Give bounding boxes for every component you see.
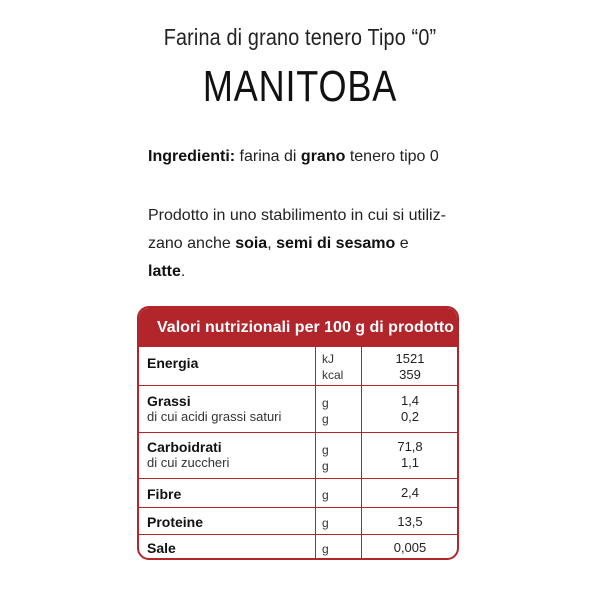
nutrient-name: Energia — [147, 355, 199, 371]
nutrient-unit-2: g — [322, 412, 329, 426]
nutrient-subname: di cui acidi grassi saturi — [147, 409, 282, 424]
nutrient-unit-2: g — [322, 459, 329, 473]
allergen-statement — [148, 202, 448, 286]
nutrient-name: Carboidrati — [147, 439, 222, 455]
table-row-energia — [139, 347, 457, 385]
nutrient-value: 1521 — [395, 351, 425, 366]
ingredients-bold: grano — [300, 148, 346, 165]
nutrient-value-2: 1,1 — [400, 455, 420, 470]
allergen-and: e — [395, 235, 409, 252]
ingredients-part-a: farina di — [235, 148, 301, 165]
nutrient-unit-2: kcal — [322, 368, 344, 382]
nutrition-table-header: Valori nutrizionali per 100 g di prodotto — [139, 308, 457, 347]
nutrient-value: 0,005 — [393, 540, 427, 555]
allergen-dot: . — [180, 263, 186, 280]
allergen-comma: , — [267, 235, 277, 252]
allergen-line-2-start: zano anche — [148, 235, 236, 252]
allergen-soia: soia — [235, 235, 268, 252]
allergen-line-1: Prodotto in uno stabilimento in cui si utiliz- — [148, 207, 446, 224]
nutrient-unit: kJ — [322, 352, 334, 366]
allergen-sesamo: semi di sesamo — [276, 235, 396, 252]
nutrient-subname: di cui zuccheri — [147, 455, 230, 470]
product-title: MANITOBA — [202, 62, 398, 111]
nutrient-value: 13,5 — [397, 514, 423, 529]
table-row-proteine — [139, 507, 457, 534]
ingredients-text — [148, 148, 468, 166]
nutrient-name: Proteine — [147, 514, 204, 530]
nutrient-unit: g — [322, 488, 329, 502]
nutrient-unit: g — [322, 443, 329, 457]
table-row-carboidrati — [139, 432, 457, 478]
allergen-latte: latte — [148, 263, 181, 280]
nutrient-name: Fibre — [147, 486, 182, 502]
table-row-sale — [139, 534, 457, 560]
nutrient-value-2: 359 — [399, 367, 421, 382]
nutrient-unit: g — [322, 516, 329, 530]
nutrition-table — [137, 306, 459, 560]
nutrient-name: Grassi — [147, 393, 191, 409]
ingredients-part-b: tenero tipo 0 — [345, 148, 439, 165]
nutrient-name: Sale — [147, 540, 176, 556]
product-subtitle: Farina di grano tenero Tipo “0” — [163, 24, 437, 50]
ingredients-label: Ingredienti: — [148, 148, 236, 165]
table-row-fibre — [139, 478, 457, 507]
nutrient-value: 71,8 — [397, 439, 423, 454]
table-row-grassi — [139, 385, 457, 432]
nutrient-value: 2,4 — [400, 485, 420, 500]
nutrient-value: 1,4 — [400, 393, 420, 408]
nutrient-unit: g — [322, 542, 329, 556]
nutrient-unit: g — [322, 396, 329, 410]
nutrient-value-2: 0,2 — [400, 409, 420, 424]
